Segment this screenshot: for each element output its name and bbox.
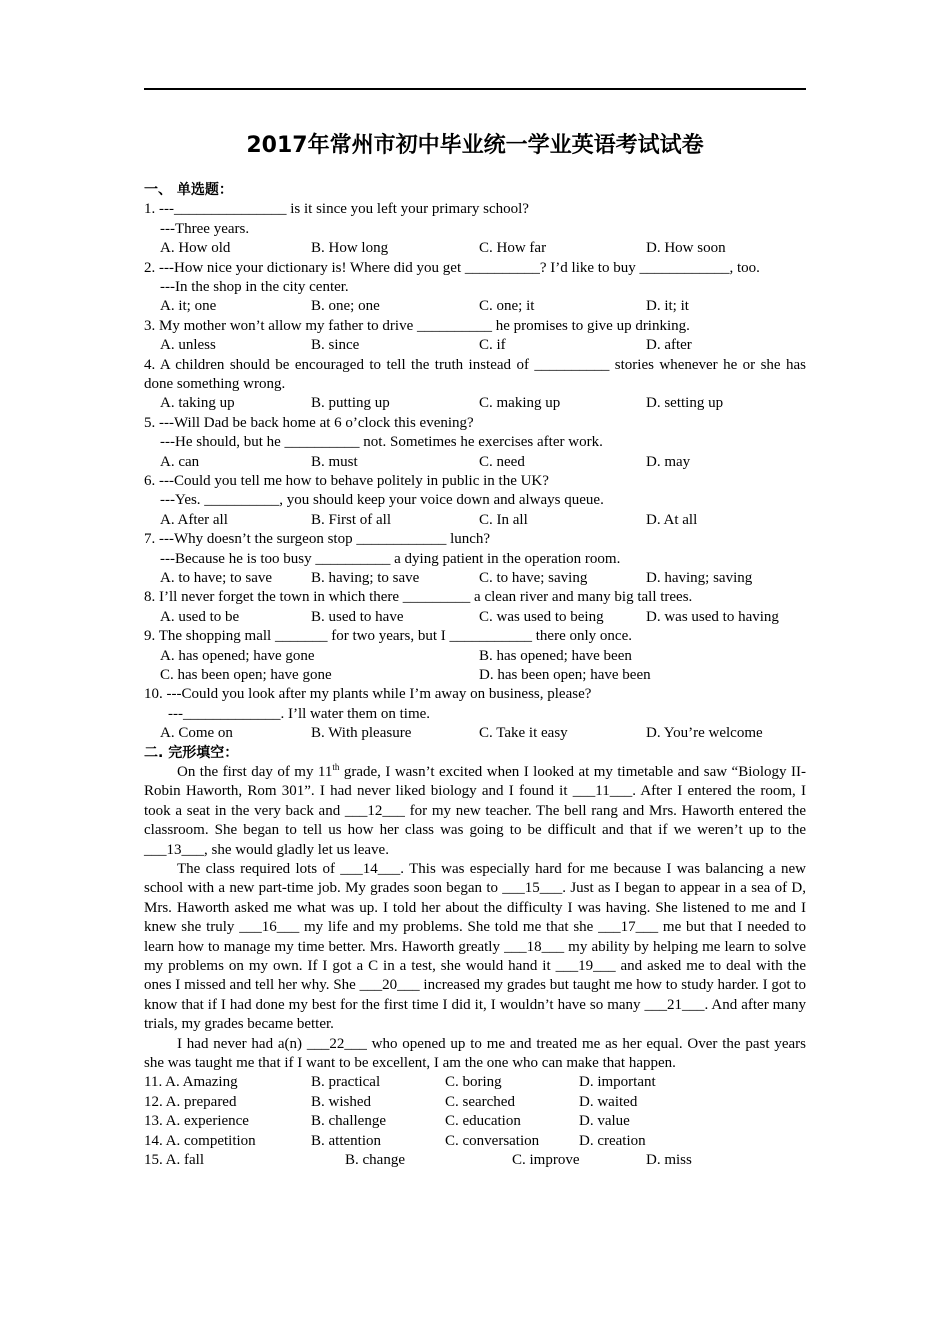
option-d: D. important [579, 1074, 656, 1091]
question-7: 7. ---Why doesn’t the surgeon stop ____________ lunch? [144, 531, 491, 548]
option-c: C. improve [512, 1152, 580, 1169]
option-d: D. having; saving [646, 570, 753, 587]
option-d: D. has been open; have been [479, 667, 651, 683]
option-b: B. having; to save [311, 570, 420, 587]
option-d: D. At all [646, 511, 698, 528]
question-6-reply: ---Yes. __________, you should keep your voice down and always queue. [160, 492, 604, 509]
question-6: 6. ---Could you tell me how to behave politely in public in the UK? [144, 473, 549, 489]
question-9: 9. The shopping mall _______ for two years, but I ___________ there only once. [144, 628, 632, 645]
option-c: C. if [479, 337, 506, 354]
top-rule [144, 88, 806, 90]
question-7-reply: ---Because he is too busy __________ a dying patient in the operation room. [160, 550, 621, 567]
question-6-options [144, 511, 806, 530]
question-1-reply: ---Three years. [160, 220, 250, 237]
option-a: 11. A. Amazing [144, 1074, 238, 1091]
question-4: 4. A children should be encouraged to tell the truth instead of __________ stories whenever he or she has done something wrong. [144, 356, 806, 392]
option-a: 13. A. experience [144, 1113, 249, 1130]
option-a: A. Come on [160, 725, 233, 742]
option-b: B. First of all [311, 511, 392, 528]
cloze-paragraph-1 [144, 763, 806, 860]
page-title: 2017年常州市初中毕业统一学业英语考试试卷 [246, 133, 704, 158]
option-b: B. used to have [311, 608, 404, 625]
question-5-options [144, 453, 806, 472]
option-b: B. must [311, 453, 358, 470]
question-3: 3. My mother won’t allow my father to drive __________ he promises to give up drinking. [144, 317, 690, 334]
option-b: B. has opened; have been [479, 647, 632, 664]
exam-page [144, 88, 806, 1170]
option-c: C. conversation [445, 1132, 540, 1149]
option-a: 14. A. competition [144, 1132, 256, 1149]
option-c: C. searched [445, 1093, 515, 1110]
option-c: C. need [479, 453, 525, 470]
option-b: B. wished [311, 1093, 371, 1110]
option-a: A. used to be [160, 608, 240, 625]
cloze-options-15 [144, 1151, 806, 1170]
option-c: C. Take it easy [479, 725, 568, 742]
option-a: A. unless [160, 337, 216, 354]
option-a: A. can [160, 453, 200, 470]
option-d: D. waited [579, 1093, 638, 1110]
option-a: A. to have; to save [160, 570, 273, 587]
option-c: C. one; it [479, 298, 535, 315]
cloze-paragraph-3: I had never had a(n) ___22___ who opened up to me and treated me as her equal. Over the past years she was taught me that if I want to be excellent, I am the one who can make that happen. [144, 1035, 806, 1072]
paragraph-text: On the first day of my 11 [177, 763, 333, 780]
question-2: 2. ---How nice your dictionary is! Where did you get __________? I’d like to buy ____________, too. [144, 259, 760, 276]
option-d: D. was used to having [646, 608, 779, 625]
question-9-options-row2 [144, 666, 806, 685]
question-10-options [144, 724, 806, 743]
option-b: B. putting up [311, 395, 390, 412]
question-2-reply: ---In the shop in the city center. [160, 279, 349, 295]
option-d: D. after [646, 337, 692, 354]
question-5-reply: ---He should, but he __________ not. Sometimes he exercises after work. [160, 434, 603, 451]
option-a: A. After all [160, 511, 228, 528]
option-d: D. value [579, 1113, 630, 1130]
question-4-options [144, 394, 806, 413]
option-b: B. change [345, 1152, 405, 1169]
superscript: th [332, 761, 340, 772]
option-c: C. was used to being [479, 608, 604, 625]
option-d: D. may [646, 453, 691, 470]
option-a: A. How old [160, 240, 231, 257]
question-10-reply: ---_____________. I’ll water them on time. [168, 705, 431, 722]
option-d: D. miss [646, 1152, 692, 1169]
option-b: B. practical [311, 1074, 381, 1091]
option-c: C. boring [445, 1074, 502, 1091]
option-b: B. challenge [311, 1113, 386, 1130]
option-a: 12. A. prepared [144, 1093, 237, 1110]
option-c: C. How far [479, 240, 547, 257]
cloze-options-14 [144, 1132, 806, 1151]
section-heading-2: 二. 完形填空： [144, 744, 239, 761]
cloze-options-12 [144, 1093, 806, 1112]
option-a: 15. A. fall [144, 1152, 204, 1169]
option-a: A. it; one [160, 298, 217, 315]
question-8-options [144, 608, 806, 627]
option-b: B. one; one [311, 298, 380, 315]
option-c: C. making up [479, 395, 561, 412]
option-b: B. With pleasure [311, 725, 412, 742]
option-a: A. has opened; have gone [160, 647, 315, 664]
option-d: D. setting up [646, 395, 724, 412]
option-b: B. since [311, 337, 360, 354]
cloze-paragraph-2: The class required lots of ___14___. This was especially hard for me because I was balancing a new school with a new part-time job. My grades soon began to ___15___. Just as I began to appear in a sea of D, Mrs. Haworth asked me what was up. I told her about the difficulty I was having. She listened to me and I knew she truly ___16___ my life and my problems. She told me that she ___17___ me but that I needed to learn how to manage my time better. Mrs. Haworth greatly ___18___ my ability by helping me learn to solve my problems on my own. If I got a C in a test, she would hand it ___19___ and asked me to deal with the ones I missed and tell her why. She ___20___ increased my grades but taught me how to study harder. I got to know that if I had done my best for the first time I did it, I wouldn’t have so many ___21___. And after many trials, my grades became better. [144, 861, 806, 1033]
question-1: 1. ---_______________ is it since you left your primary school? [144, 201, 529, 218]
option-c: C. has been open; have gone [160, 667, 332, 683]
question-2-options [144, 297, 806, 316]
option-d: D. creation [579, 1132, 646, 1149]
option-d: D. How soon [646, 240, 726, 257]
cloze-options-13 [144, 1112, 806, 1131]
option-c: C. education [445, 1113, 521, 1130]
question-3-options [144, 336, 806, 355]
option-a: A. taking up [160, 395, 235, 412]
question-5: 5. ---Will Dad be back home at 6 o’clock this evening? [144, 414, 474, 431]
question-9-options-row1 [144, 647, 806, 666]
option-c: C. to have; saving [479, 570, 588, 587]
section-heading-1: 一、 单选题： [144, 182, 233, 198]
cloze-options-11 [144, 1073, 806, 1092]
question-10: 10. ---Could you look after my plants while I’m away on business, please? [144, 686, 592, 703]
option-b: B. How long [311, 240, 389, 257]
question-1-options [144, 239, 806, 258]
option-c: C. In all [479, 511, 528, 528]
option-b: B. attention [311, 1132, 381, 1149]
question-8: 8. I’ll never forget the town in which there _________ a clean river and many big tall trees. [144, 589, 693, 606]
option-d: D. it; it [646, 298, 689, 315]
paragraph-text: grade, I wasn’t excited when I looked at my timetable and saw “Biology II-Robin Haworth, Rom 301”. I had never liked biology and I found it ___11___. After I entered the room, I took a seat in the very back and ___12___ for my new teacher. The bell rang and Mrs. Haworth entered the classroom. She began to tell us how her class was going to be difficult and that if we weren’t up to the ___13___, she would gladly let us leave. [144, 763, 806, 858]
option-d: D. You’re welcome [646, 725, 763, 742]
question-7-options [144, 569, 806, 588]
